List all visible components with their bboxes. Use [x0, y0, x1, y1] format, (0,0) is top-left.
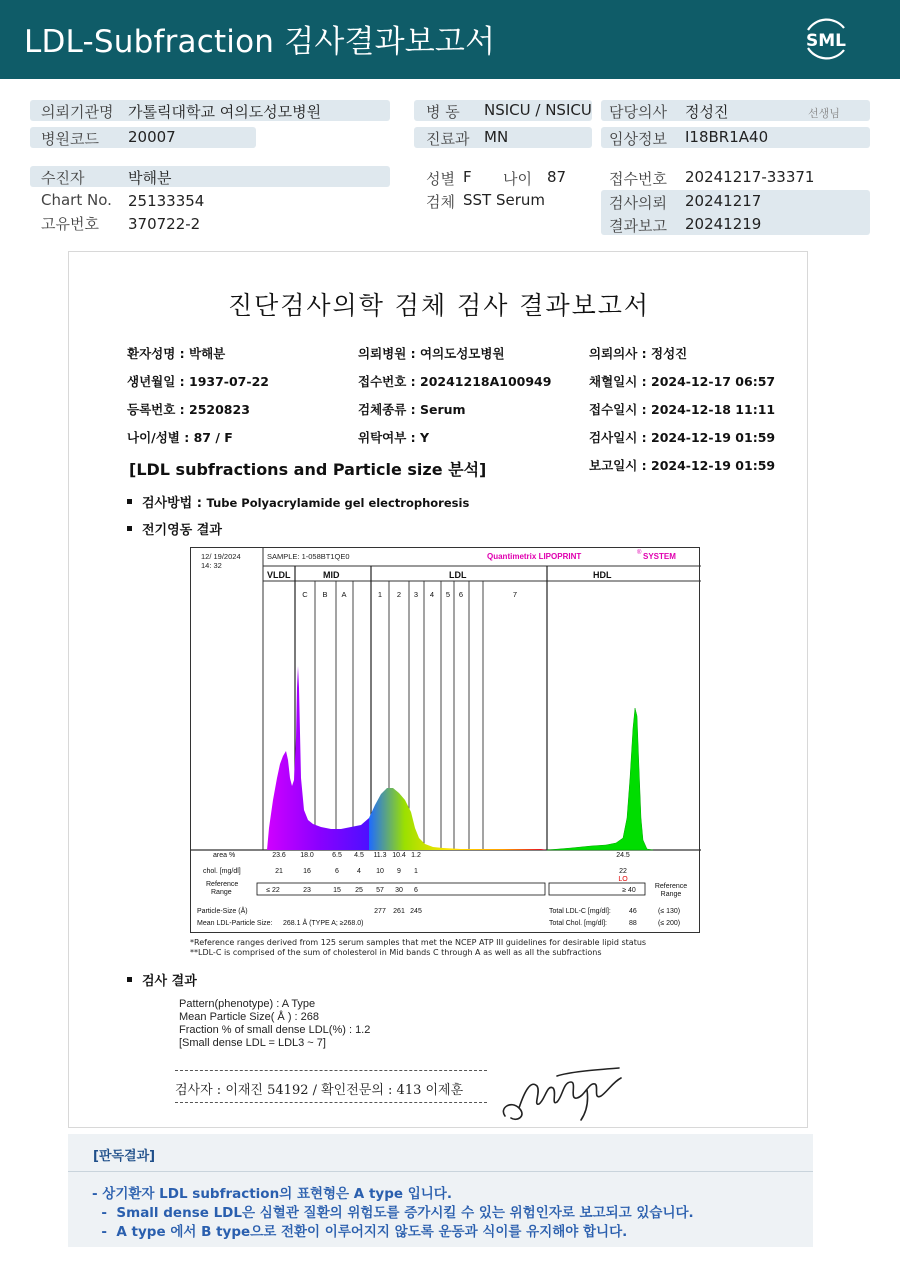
interpretation-title: [판독결과]	[93, 1149, 156, 1164]
band-label: 2	[396, 590, 402, 599]
hospital-label: 의뢰기관명	[41, 103, 114, 121]
ref-range-cell: 30	[395, 887, 403, 894]
doc-field: 나이/성별 : 87 / F	[127, 430, 233, 445]
dept-label: 진료과	[426, 130, 470, 148]
total-chol-ref: (≤ 200)	[658, 920, 681, 927]
doc-field: 보고일시 : 2024-12-19 01:59	[589, 458, 776, 473]
uid-value: 370722-2	[128, 215, 201, 233]
receipt-label: 접수번호	[609, 170, 667, 188]
band-label: 7	[512, 590, 518, 599]
area-percent-cell: 1.2	[411, 852, 421, 859]
dept-value: MN	[484, 128, 509, 146]
area-percent-cell: 18.0	[300, 852, 314, 859]
uid-label: 고유번호	[41, 215, 99, 233]
doc-field: 의뢰의사 : 정성진	[589, 346, 688, 361]
result-pattern: Pattern(phenotype) : A Type	[179, 998, 316, 1010]
ref-range-cell: 25	[355, 887, 363, 894]
mean-size-value: 268.1 Å (TYPE A; ≥268.0)	[283, 920, 364, 927]
doc-title: 진단검사의학 검체 검사 결과보고서	[227, 291, 651, 320]
doc-field: 접수일시 : 2024-12-18 11:11	[589, 402, 776, 417]
particle-size-cell: 261	[393, 908, 405, 915]
report-banner	[0, 0, 900, 79]
results-table	[197, 852, 687, 927]
code-value: 20007	[128, 128, 176, 146]
doc-field: 생년월일 : 1937-07-22	[127, 374, 269, 389]
doc-field: 검체종류 : Serum	[358, 402, 466, 417]
hospital-value: 가톨릭대학교 여의도성모병원	[128, 103, 322, 121]
area-percent-cell: 24.5	[616, 852, 630, 859]
interpretation-box	[68, 1134, 813, 1247]
report-date-label: 결과보고	[609, 217, 667, 235]
patient-label: 수진자	[41, 169, 85, 187]
ref-range-cell: ≥ 40	[622, 887, 636, 894]
request-value: 20241217	[685, 192, 762, 210]
sex-value: F	[463, 168, 472, 186]
doc-field: 채혈일시 : 2024-12-17 06:57	[589, 374, 776, 389]
interpretation-line: - A type 에서 B type으로 전환이 이루어지지 않도록 운동과 식이를 유지해야 합니다.	[92, 1224, 628, 1240]
chart-no-label: Chart No.	[41, 191, 112, 209]
row-label: area %	[213, 852, 236, 859]
chol-cell: 16	[303, 868, 311, 875]
area-percent-cell: 4.5	[354, 852, 364, 859]
row-label: Reference	[206, 881, 239, 888]
chart-footnote-1: *Reference ranges derived from 125 serum samples that met the NCEP ATP III guidelines for desirable lipid status	[190, 938, 647, 947]
specimen-label: 검체	[426, 193, 455, 211]
doc-field: 접수번호 : 20241218A100949	[358, 374, 552, 389]
ward-value: NSICU / NSICU	[484, 101, 592, 119]
chol-flag: LO	[618, 876, 628, 883]
total-ldl-ref: (≤ 130)	[658, 908, 681, 915]
group-hdl: HDL	[593, 570, 612, 580]
results-heading	[127, 970, 197, 989]
band-dividers	[295, 566, 547, 850]
sml-logo	[798, 10, 854, 66]
results-label: 검사 결과	[142, 974, 197, 989]
band-label: C	[302, 590, 308, 599]
doc-field: 의뢰병원 : 여의도성모병원	[358, 346, 505, 361]
ldl-peak-curve	[369, 788, 547, 850]
band-label: B	[322, 590, 328, 599]
specimen-value: SST Serum	[463, 191, 546, 209]
chol-cell: 1	[414, 868, 418, 875]
ref-range-cell: ≤ 22	[266, 887, 280, 894]
bullet-icon	[127, 499, 132, 504]
chart-time: 14: 32	[201, 561, 222, 570]
handwritten-signature	[497, 1060, 627, 1126]
interpretation-line: - Small dense LDL은 심혈관 질환의 위험도를 증가시킬 수 있는 위험인자로 보고되고 있습니다.	[92, 1205, 694, 1221]
doctor-label: 담당의사	[609, 103, 667, 121]
band-label: 5	[445, 590, 451, 599]
method-label: 검사방법 :	[142, 496, 207, 511]
doc-field: 위탁여부 : Y	[358, 430, 430, 445]
electro-heading	[127, 519, 222, 538]
result-mean-size: Mean Particle Size( Å ) : 268	[179, 1011, 320, 1023]
chol-cell: 10	[376, 868, 384, 875]
doc-field: 환자성명 : 박해분	[127, 346, 226, 361]
row-label: Particle-Size (Å)	[197, 908, 248, 915]
electro-label: 전기영동 결과	[142, 523, 222, 538]
chart-footnote-2: **LDL-C is comprised of the sum of cholesterol in Mid bands C through A as well as all the subfractions	[190, 948, 602, 957]
result-definition: [Small dense LDL = LDL3 ~ 7]	[179, 1037, 326, 1049]
doc-field: 검사일시 : 2024-12-19 01:59	[589, 430, 776, 445]
chol-cell: 21	[275, 868, 283, 875]
electrophoresis-svg	[191, 548, 701, 934]
chol-cell: 4	[357, 868, 361, 875]
band-labels	[302, 590, 517, 599]
total-ldl-value: 46	[629, 908, 637, 915]
total-chol-label: Total Chol. [mg/dl]:	[549, 920, 607, 927]
chol-cell: 6	[335, 868, 339, 875]
chart-brand-mark: ®	[637, 550, 642, 556]
chol-cell: 9	[397, 868, 401, 875]
method-line	[127, 492, 469, 511]
total-ldl-label: Total LDL-C [mg/dl]:	[549, 908, 611, 915]
report-date-value: 20241219	[685, 215, 762, 233]
signers: 검사자 : 이재진 54192 / 확인전문의 : 413 이제훈	[175, 1083, 464, 1098]
sex-label: 성별	[426, 170, 455, 188]
band-label: 4	[429, 590, 435, 599]
chart-brand-suffix: SYSTEM	[643, 552, 676, 561]
row-label: chol. [mg/dl]	[203, 868, 241, 875]
age-value: 87	[547, 168, 567, 186]
doc-field: 등록번호 : 2520823	[127, 402, 250, 417]
receipt-value: 20241217-33371	[685, 168, 815, 186]
interpretation-header	[68, 1134, 813, 1172]
chart-no-value: 25133354	[128, 192, 205, 210]
result-fraction: Fraction % of small dense LDL(%) : 1.2	[179, 1024, 371, 1036]
clinical-value: I18BR1A40	[685, 128, 769, 146]
divider	[175, 1070, 487, 1071]
band-label: 6	[458, 590, 464, 599]
ref-range-cell: 23	[303, 887, 311, 894]
area-percent-cell: 10.4	[392, 852, 406, 859]
area-percent-cell: 6.5	[332, 852, 342, 859]
area-percent-cell: 11.3	[373, 852, 387, 859]
bullet-icon	[127, 526, 132, 531]
chart-brand: Quantimetrix LIPOPRINT	[487, 552, 582, 561]
hdl-peak-curve	[547, 708, 653, 850]
code-label: 병원코드	[41, 130, 99, 148]
bullet-icon	[127, 977, 132, 982]
clinical-label: 임상정보	[609, 130, 667, 148]
vldl-mid-curve	[267, 666, 371, 850]
ref-range-cell: 57	[376, 887, 384, 894]
electrophoresis-chart	[190, 547, 700, 933]
method-value: Tube Polyacrylamide gel electrophoresis	[206, 496, 470, 510]
patient-value: 박해분	[128, 169, 172, 187]
ref-range-cell: 15	[333, 887, 341, 894]
report-title: LDL-Subfraction 검사결과보고서	[24, 24, 496, 60]
interpretation-line: - 상기환자 LDL subfraction의 표현형은 A type 입니다.	[92, 1186, 452, 1202]
band-label: A	[341, 590, 347, 599]
ref-label-right: Range	[660, 891, 682, 898]
request-label: 검사의뢰	[609, 194, 667, 212]
area-percent-cell: 23.6	[272, 852, 286, 859]
age-label: 나이	[503, 170, 532, 188]
chol-cell: 22	[619, 868, 627, 875]
group-ldl: LDL	[449, 570, 467, 580]
particle-size-cell: 277	[374, 908, 386, 915]
doctor-value: 정성진	[685, 103, 729, 121]
particle-size-cell: 245	[410, 908, 422, 915]
divider	[175, 1102, 487, 1103]
chart-sample: SAMPLE: 1-058BT1QE0	[267, 552, 350, 561]
band-label: 3	[413, 590, 419, 599]
chart-date: 12/ 19/2024	[201, 552, 241, 561]
group-vldl: VLDL	[267, 570, 291, 580]
ref-range-cell: 6	[414, 887, 418, 894]
total-chol-value: 88	[629, 920, 637, 927]
row-label: Range	[211, 889, 232, 896]
row-label: Mean LDL-Particle Size:	[197, 920, 273, 927]
ward-label: 병 동	[426, 103, 460, 121]
analysis-subhead: [LDL subfractions and Particle size 분석]	[129, 460, 487, 479]
band-label: 1	[377, 590, 383, 599]
doctor-suffix: 선생님	[808, 107, 840, 120]
ref-label-right: Reference	[654, 883, 688, 890]
logo-text: SML	[806, 31, 846, 51]
scanned-report	[68, 251, 808, 1128]
group-mid: MID	[323, 570, 340, 580]
